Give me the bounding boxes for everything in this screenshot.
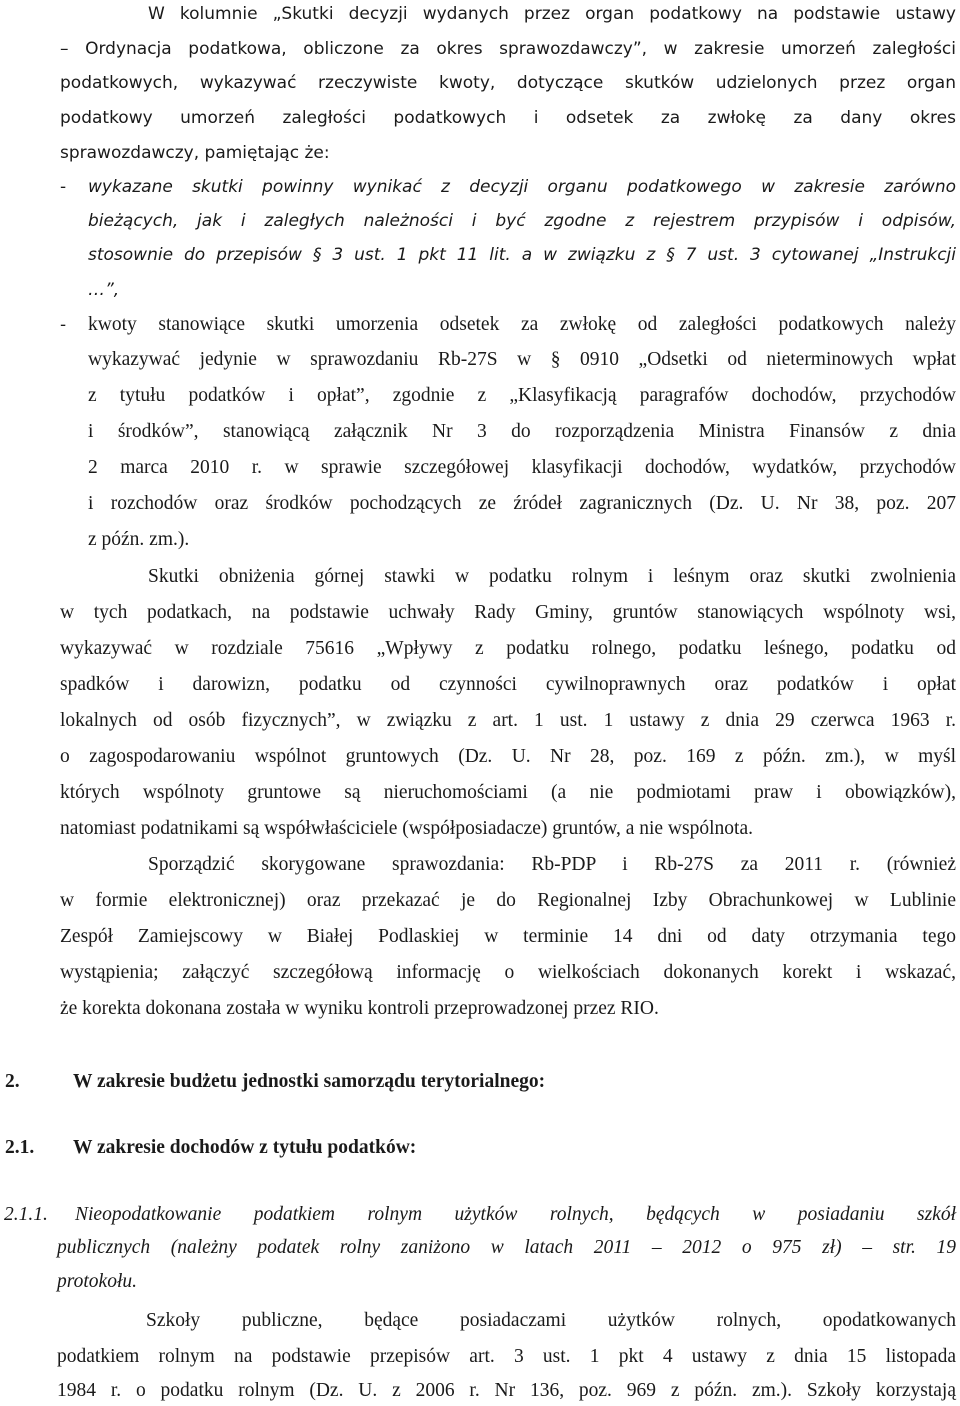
text-line: spadków i darowizn, podatku od czynności cywilnoprawnych oraz podatków i opłat (60, 674, 956, 695)
text-line: wykazywać jedynie w sprawozdaniu Rb-27S w § 0910 „Odsetki od nieterminowych wpłat (88, 349, 956, 370)
text-line: i rozchodów oraz środków pochodzących ze źródeł zagranicznych (Dz. U. Nr 38, poz. 207 (88, 493, 956, 514)
text-line: podatkiem rolnym na podstawie przepisów art. 3 ust. 1 pkt 4 ustawy z dnia 15 listopada (57, 1346, 956, 1367)
text-line: że korekta dokonana została w wyniku kontroli przeprowadzonej przez RIO. (60, 998, 659, 1019)
finding-number: 2.1.1. (4, 1204, 48, 1225)
text-line: podatkowy umorzeń zaległości podatkowych i odsetek za zwłokę za dany okres (60, 108, 956, 128)
text-line: …”, (88, 280, 120, 300)
heading-title: W zakresie budżetu jednostki samorządu terytorialnego: (73, 1071, 546, 1092)
text-line: wykazane skutki powinny wynikać z decyzji organu podatkowego w zakresie zarówno (88, 177, 956, 197)
text-line: natomiast podatnikami są współwłaściciele (współposiadacze) gruntów, a nie wspólnota. (60, 818, 753, 839)
text-line: o zagospodarowaniu wspólnot gruntowych (Dz. U. Nr 28, poz. 169 z późn. zm.), w myśl (60, 746, 956, 767)
text-line: publicznych (należny podatek rolny zaniżono w latach 2011 – 2012 o 975 zł) – str. 19 (57, 1237, 956, 1258)
text-line: stosownie do przepisów § 3 ust. 1 pkt 11 lit. a w związku z § 7 ust. 3 cytowanej „Instrukcji (88, 245, 956, 265)
text-line: podatkowych, wykazywać rzeczywiste kwoty, dotyczące skutków udzielonych przez organ (60, 73, 956, 93)
text-line: których wspólnoty gruntowe są nieruchomościami (a nie podmiotami praw i obowiązków), (60, 782, 956, 803)
text-line: i środków”, stanowiącą załącznik Nr 3 do rozporządzenia Ministra Finansów z dnia (88, 421, 956, 442)
text-line: Skutki obniżenia górnej stawki w podatku rolnym i leśnym oraz skutki zwolnienia (148, 566, 956, 587)
text-line: W kolumnie „Skutki decyzji wydanych przez organ podatkowy na podstawie ustawy (148, 4, 956, 24)
text-line: kwoty stanowiące skutki umorzenia odsetek za zwłokę od zaległości podatkowych należy (88, 314, 956, 335)
text-line: wystąpienia; załączyć szczegółową informację o wielkościach dokonanych korekt i wskazać, (60, 962, 956, 983)
text-line: 1984 r. o podatku rolnym (Dz. U. z 2006 r. Nr 136, poz. 969 z późn. zm.). Szkoły korzystają (57, 1380, 956, 1401)
bullet-dash: - (60, 315, 67, 335)
text-line: Sporządzić skorygowane sprawozdania: Rb-PDP i Rb-27S za 2011 r. (również (148, 854, 956, 875)
text-line: wykazywać w rozdziale 75616 „Wpływy z podatku rolnego, podatku leśnego, podatku od (60, 638, 956, 659)
text-line: sprawozdawczy, pamiętając że: (60, 143, 330, 163)
text-line: – Ordynacja podatkowa, obliczone za okres sprawozdawczy”, w zakresie umorzeń zaległości (60, 39, 956, 59)
text-line: bieżących, jak i zaległych należności i być zgodne z rejestrem przypisów i odpisów, (88, 211, 956, 231)
text-line: w formie elektronicznej) oraz przekazać je do Regionalnej Izby Obrachunkowej w Lublinie (60, 890, 956, 911)
text-line: Szkoły publiczne, będące posiadaczami użytków rolnych, opodatkowanych (146, 1310, 956, 1331)
heading-title: W zakresie dochodów z tytułu podatków: (73, 1137, 417, 1158)
text-line: z późn. zm.). (88, 529, 190, 550)
text-line: Zespół Zamiejscowy w Białej Podlaskiej w terminie 14 dni od daty otrzymania tego (60, 926, 956, 947)
text-line: Nieopodatkowanie podatkiem rolnym użytków rolnych, będących w posiadaniu szkół (75, 1204, 956, 1225)
text-line: lokalnych od osób fizycznych”, w związku z art. 1 ust. 1 ustawy z dnia 29 czerwca 1963 r. (60, 710, 956, 731)
heading-number: 2.1. (5, 1137, 35, 1158)
text-line: z tytułu podatków i opłat”, zgodnie z „Klasyfikacją paragrafów dochodów, przychodów (88, 385, 956, 406)
bullet-dash: - (60, 177, 67, 197)
heading-number: 2. (5, 1071, 20, 1092)
text-line: 2 marca 2010 r. w sprawie szczegółowej klasyfikacji dochodów, wydatków, przychodów (88, 457, 956, 478)
text-line: protokołu. (57, 1271, 137, 1292)
text-line: w tych podatkach, na podstawie uchwały Rady Gminy, gruntów stanowiących wspólnoty wsi, (60, 602, 956, 623)
